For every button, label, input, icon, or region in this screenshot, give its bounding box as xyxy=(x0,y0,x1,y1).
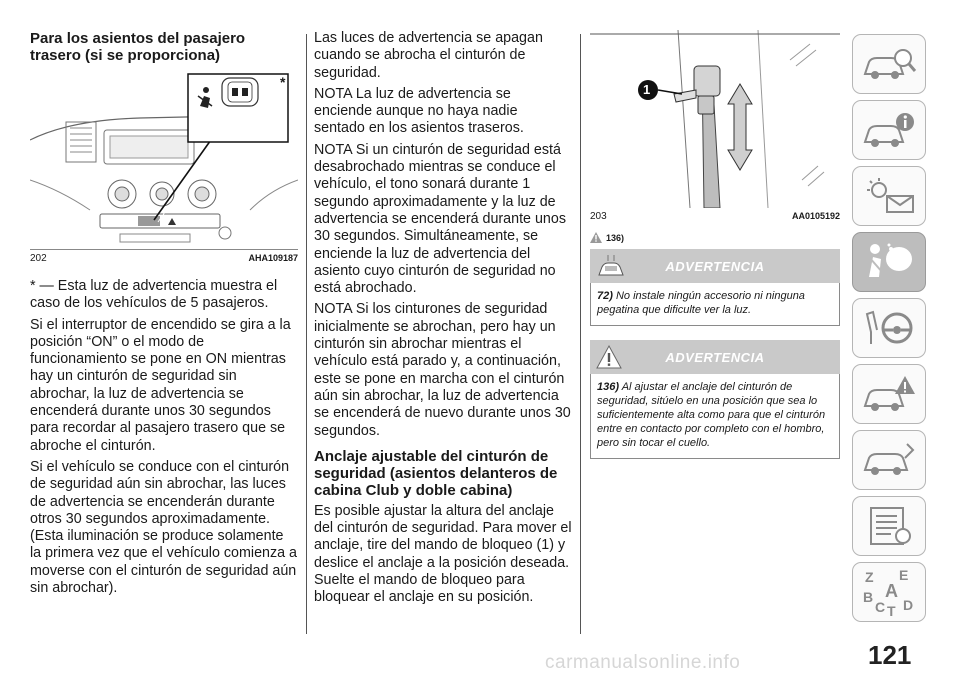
dashboard-lights-icon xyxy=(861,176,917,216)
warning-triangle-icon xyxy=(596,344,622,370)
column-divider xyxy=(580,34,581,634)
warning-text xyxy=(590,283,840,326)
figure-number: 202 xyxy=(30,253,47,264)
car-warning-icon xyxy=(861,374,917,414)
tab-car-search[interactable] xyxy=(852,34,926,94)
tab-steering-wheel[interactable] xyxy=(852,298,926,358)
car-info-icon xyxy=(861,110,917,150)
watermark: carmanualsonline.info xyxy=(545,652,741,673)
tab-car-info[interactable] xyxy=(852,100,926,160)
tab-car-warning[interactable] xyxy=(852,364,926,424)
warning-header xyxy=(590,340,840,374)
technical-data-icon xyxy=(861,504,917,548)
tab-dashboard-lights[interactable] xyxy=(852,166,926,226)
tab-car-service[interactable] xyxy=(852,430,926,490)
column-1 xyxy=(30,30,298,597)
index-letter: Z xyxy=(865,569,874,585)
warning-box xyxy=(590,249,840,326)
note-paragraph: NOTA Si los cinturones de seguridad inicialmente se abrochan, pero hay un cinturón sin abrochar mientras el vehículo está parado y, a continuación, este se pone en marcha con el cinturón aún sin abrochar, la luz de advertencia se encenderá de nuevo durante unos 30 segundos. xyxy=(314,301,571,439)
note-paragraph: NOTA La luz de advertencia se enciende aunque no haya nadie sentado en los asientos traseros. xyxy=(314,85,524,137)
index-letter: C xyxy=(875,599,886,615)
callout-number: 1 xyxy=(643,82,651,97)
column-divider xyxy=(306,34,307,634)
index-letter: E xyxy=(899,567,909,583)
index-letter: D xyxy=(903,597,914,613)
warning-box xyxy=(590,340,840,459)
warning-number: 136) xyxy=(597,381,620,393)
figure-caption xyxy=(590,208,840,222)
warning-body: Al ajustar el anclaje del cinturón de seguridad, sitúelo en una posición que sea lo suficientemente alta como para que el cinturón entre en contacto por completo con el hombro, pero sin tocar el cuello. xyxy=(597,381,826,449)
warning-header xyxy=(590,249,840,283)
index-letter: A xyxy=(885,581,898,601)
paragraph: Si el interruptor de encendido se gira a la posición “ON” o el modo de funcionamiento se pone en ON mientras hay un cinturón de seguridad sin abrochar, la luz de advertencia se encenderá durante unos 30 segundos para recordar al pasajero trasero que se abroche el cinturón. xyxy=(30,316,291,454)
warning-title: ADVERTENCIA xyxy=(665,258,765,274)
warning-body: No instale ningún accesorio ni ninguna pegatina que dificulte ver la luz. xyxy=(597,290,805,316)
warning-title: ADVERTENCIA xyxy=(665,349,765,365)
car-search-icon xyxy=(861,44,917,84)
index-letter: T xyxy=(887,603,896,619)
car-service-icon xyxy=(861,440,917,480)
car-warning-icon xyxy=(596,253,626,279)
figure-asterisk: * xyxy=(280,74,286,90)
column-3 xyxy=(590,30,840,459)
figure-code: AA0105192 xyxy=(791,211,840,221)
section-heading: Para los asientos del pasajero trasero (si se proporciona) xyxy=(30,30,246,64)
warning-text xyxy=(590,374,840,459)
paragraph: Las luces de advertencia se apagan cuando se abrocha el cinturón de seguridad. xyxy=(314,30,543,81)
reference-note xyxy=(590,232,840,243)
reference-number: 136) xyxy=(606,232,625,243)
index-letter: B xyxy=(863,589,874,605)
figure-code: AHA109187 xyxy=(248,253,298,263)
column-2 xyxy=(314,30,572,607)
tab-index[interactable] xyxy=(852,562,926,622)
tab-airbag-seatbelt[interactable] xyxy=(852,232,926,292)
seatbelt-anchor-illustration xyxy=(590,30,840,208)
dashboard-warning-illustration xyxy=(30,70,298,244)
paragraph: Es posible ajustar la altura del anclaje del cinturón de seguridad. Para mover el anclaje, tire del mando de bloqueo (1) y deslice el anclaje a la posición deseada. Suelte el mando de bloqueo para bloquear el anclaje en su posición. xyxy=(314,502,572,606)
figure-caption xyxy=(30,250,298,264)
paragraph: * — Esta luz de advertencia muestra el caso de los vehículos de 5 pasajeros. xyxy=(30,278,278,312)
figure-202 xyxy=(30,70,298,250)
figure-number: 203 xyxy=(590,211,607,222)
steering-wheel-icon xyxy=(861,308,917,348)
section-heading: Anclaje ajustable del cinturón de seguridad (asientos delanteros de cabina Club y doble cabina) xyxy=(314,447,558,499)
warning-number: 72) xyxy=(597,290,613,302)
paragraph: Si el vehículo se conduce con el cinturón de seguridad aún sin abrochar, las luces de advertencia se encenderán durante otros 30 segundos aproximadamente. (Esta iluminación se produce solamente la primera vez que el vehículo comienza a moverse con el cinturón de seguridad aún sin abrochar). xyxy=(30,458,298,597)
warning-triangle-icon xyxy=(590,232,602,243)
note-paragraph: NOTA Si un cinturón de seguridad está desabrochado mientras se conduce el vehículo, el tono sonará durante 1 segundo aproximadamente y la luz de advertencia se encenderá durante unos 30 segundos. Simultáneamente, se enciende la luz de advertencia del asiento cuyo cinturón de seguridad no está abrochado. xyxy=(314,141,566,297)
tab-technical-data[interactable] xyxy=(852,496,926,556)
index-icon xyxy=(859,567,919,617)
chapter-tabs xyxy=(852,34,926,628)
figure-203 xyxy=(590,30,840,208)
page-number: 121 xyxy=(868,640,912,670)
airbag-seatbelt-icon xyxy=(861,241,917,283)
